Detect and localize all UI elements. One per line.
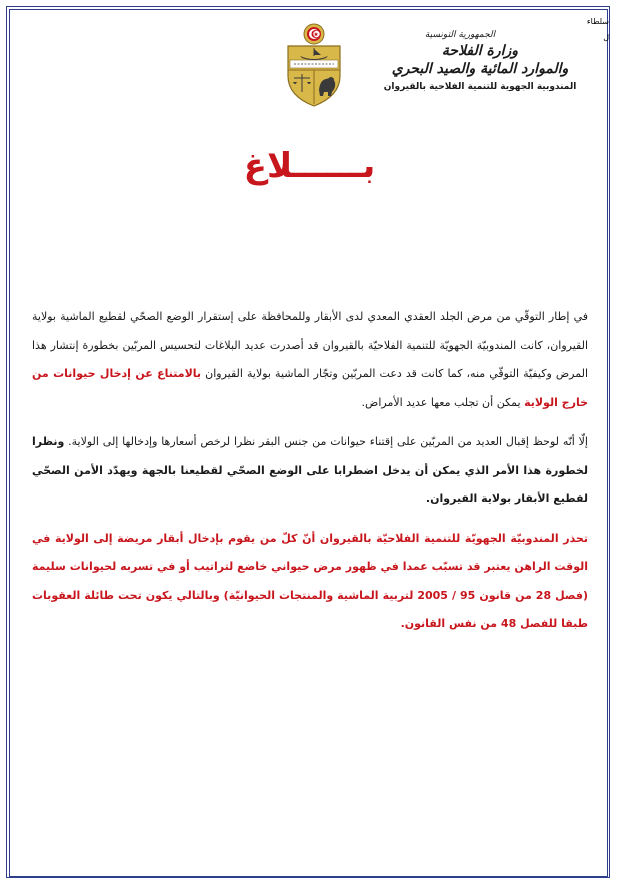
paragraph-1-highlight: بالامتناع عن إدخال حيوانات من خارج الولاية — [32, 367, 588, 409]
announcement-body — [32, 303, 588, 639]
paragraph-2-bold: ونظرا لخطورة هذا الأمر الذي يمكن أن يدخل اضطرابا على الوضع الصحّي لقطيعنا بالجهة ويهدّد الأمن الصحّي لقطيع الأبقار بولاية القيروان. — [32, 435, 588, 505]
paragraph-1 — [32, 303, 588, 417]
corner-annotation-line2: ل — [603, 33, 609, 42]
corner-annotation-line1: سلطاء — [586, 17, 609, 26]
paragraph-3-warning: تحذر المندوبيّة الجهويّة للتنمية الفلاحيّة بالقيروان أنّ كلّ من يقوم بإدخال أبقار مريضة إلى الولاية في الوقت الراهن يعتبر قد تسبّب عمدا في ظهور مرض حيواني خاضع لتراتيب أو في تسربه لحيوانات سليمة (فصل 28 من قانون 95 / 2005 لتربية الماشية والمنتجات الحيوانيّة) وبالتالي يكون تحت طائلة العقوبات طبقا للفصل 48 من نفس القانون. — [32, 531, 589, 630]
ministry-name-line2: والموارد المائية والصيد البحري — [391, 61, 569, 77]
announcement-title: بــــــلاغ — [243, 146, 376, 186]
republic-name: الجمهورية التونسية — [424, 30, 496, 40]
ministry-name-line1: وزارة الفلاحة — [441, 43, 519, 59]
corner-annotation — [585, 14, 609, 46]
regional-office-name: المندوبية الجهوية للتنمية الفلاحية بالقيروان — [383, 82, 577, 92]
paragraph-1-text-after: يمكن أن تجلب معها عديد الأمراض. — [361, 395, 525, 409]
letterhead — [375, 30, 585, 92]
paragraph-2 — [32, 428, 588, 514]
paragraph-2-text-before: إلّا أنّه لوحظ إقبال العديد من المربّين على إقتناء حيوانات من جنس البقر نظرا لرخص أسعارها وإدخالها إلى الولاية. — [64, 435, 588, 448]
tunisia-coat-of-arms-icon — [282, 22, 346, 108]
paragraph-1-text-before: في إطار التوقّي من مرض الجلد العقدي المعدي لدى الأبقار وللمحافظة على إستقرار الوضع الصحّي لقطيع الماشية بولاية القيروان، كانت المندوبيّة الجهويّة للتنمية الفلاحيّة بالقيروان قد أصدرت عديد البلاغات لتحسيس المربّين بخطورة إنتشار هذا المرض وكيفيّة التوقّي منه، كما كانت قد دعت المربّين وتجّار الماشية بولاية القيروان — [32, 310, 588, 380]
